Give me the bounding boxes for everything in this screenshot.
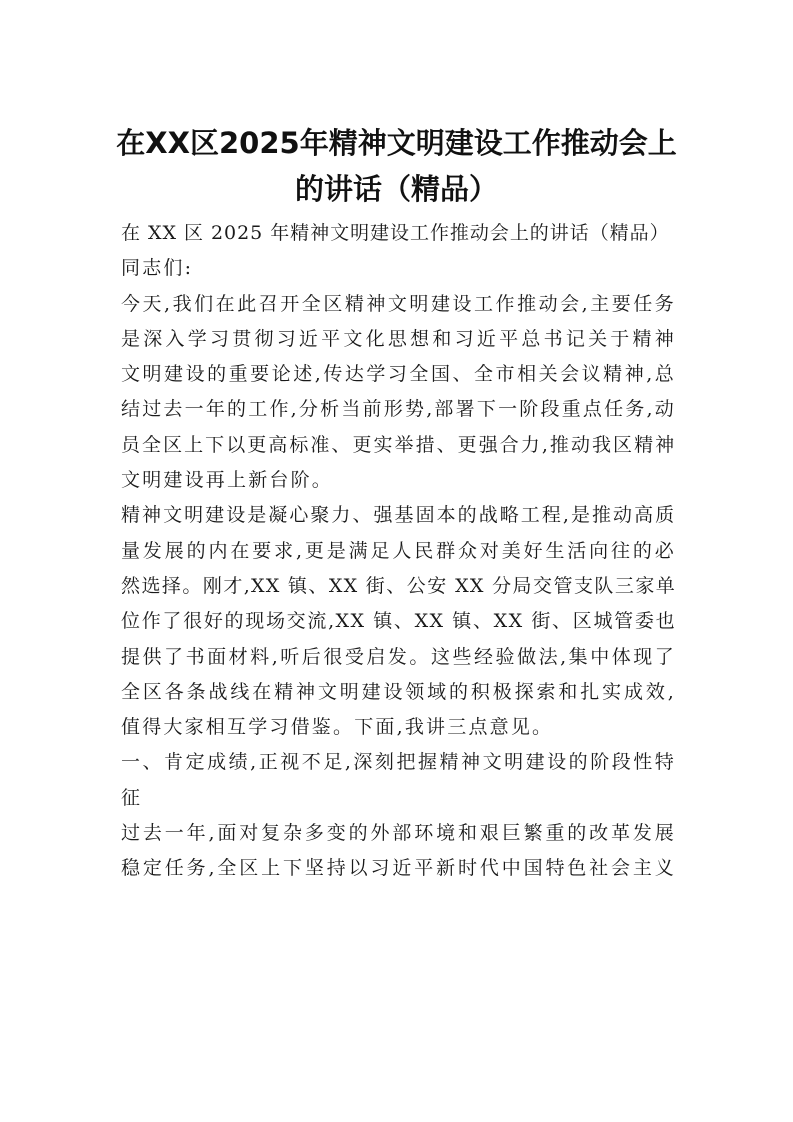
text-line: 精神文明建设是凝心聚力、强基固本的战略工程,是推动高质 [121,504,676,527]
text-line: 提供了书面材料,听后很受启发。这些经验做法,集中体现了 [121,645,676,668]
document-title [110,120,683,212]
text-line: 同志们: [121,257,194,280]
section-heading [121,745,676,816]
text-line: 是深入学习贯彻习近平文化思想和习近平总书记关于精神 [121,327,676,350]
title-line-2: 的讲话（精品） [294,172,498,206]
title-line-1: 在XX区2025年精神文明建设工作推动会上 [116,126,677,160]
text-line: 值得大家相互学习借鉴。下面,我讲三点意见。 [121,716,554,739]
body-paragraph [121,498,676,745]
text-line: 征 [121,786,143,809]
salutation-paragraph [121,251,676,286]
subtitle-paragraph [121,216,676,251]
text-line: 文明建设的重要论述,传达学习全国、全市相关会议精神,总 [121,363,676,386]
text-line: 一、肯定成绩,正视不足,深刻把握精神文明建设的阶段性特 [121,751,676,774]
text-line: 量发展的内在要求,更是满足人民群众对美好生活向往的必 [121,539,676,562]
text-line: 在 XX 区 2025 年精神文明建设工作推动会上的讲话（精品） [121,222,670,244]
text-line: 员全区上下以更高标准、更实举措、更强合力,推动我区精神 [121,433,676,456]
text-line: 稳定任务,全区上下坚持以习近平新时代中国特色社会主义 [121,857,676,880]
text-line: 位作了很好的现场交流,XX 镇、XX 镇、XX 街、区城管委也 [121,610,676,633]
text-line: 过去一年,面对复杂多变的外部环境和艰巨繁重的改革发展 [121,822,676,845]
text-line: 文明建设再上新台阶。 [121,469,334,492]
text-line: 今天,我们在此召开全区精神文明建设工作推动会,主要任务 [121,292,676,315]
text-line: 然选择。刚才,XX 镇、XX 街、公安 XX 分局交管支队三家单 [121,574,676,597]
intro-paragraph [121,287,676,499]
text-line: 结过去一年的工作,分析当前形势,部署下一阶段重点任务,动 [121,398,676,421]
body-paragraph [121,816,676,887]
text-line: 全区各条战线在精神文明建设领域的积极探索和扎实成效, [121,680,676,703]
document-body [121,216,676,887]
